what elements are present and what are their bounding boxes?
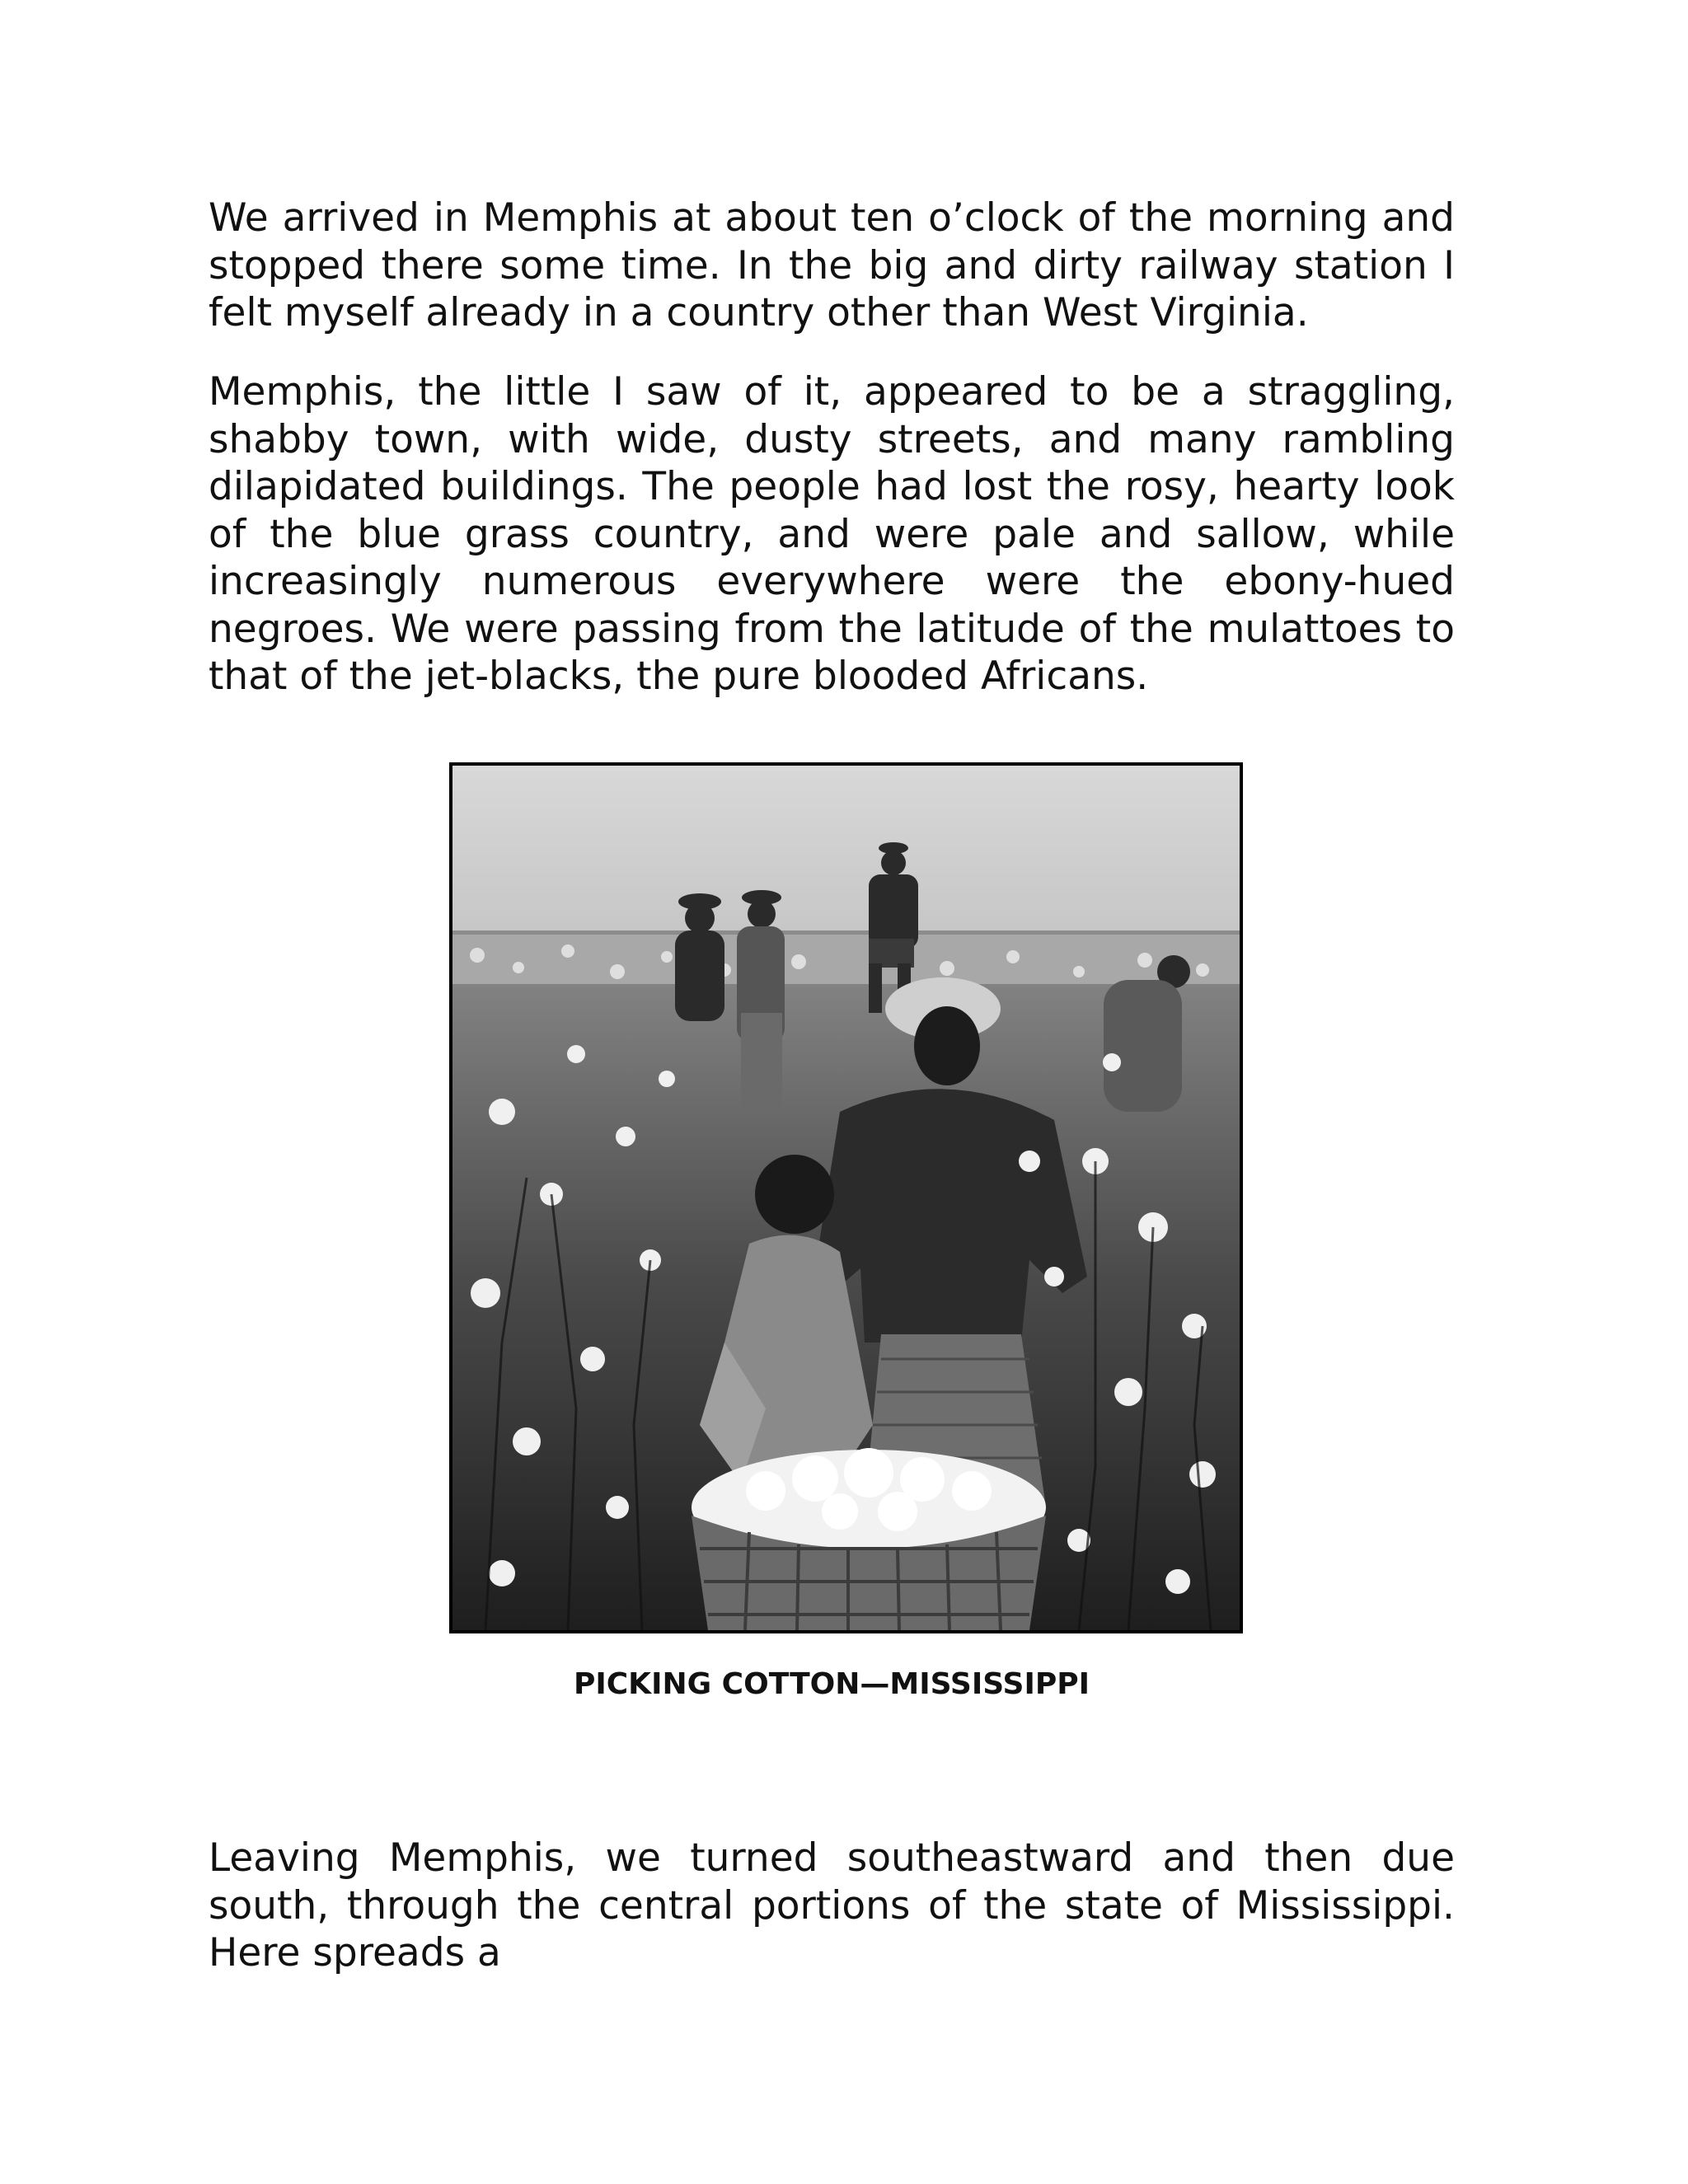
paragraph-leaving-memphis: Leaving Memphis, we turned southeastward and then due south, through the central portions of the state of Mississippi. Here spreads a xyxy=(209,1835,1455,1975)
photograph-illustration xyxy=(452,766,1240,1630)
figure-caption: PICKING COTTON—MISSISSIPPI xyxy=(573,1667,1090,1701)
paragraph-memphis-description: Memphis, the little I saw of it, appeared to be a straggling, shabby town, with wide, dusty streets, and many rambling dilapidated buildings. The people had lost the rosy, hearty look of the blue grass country, and were pale and sallow, while increasingly numerous everywhere were the ebony-hued negroes. We were passing from the latitude of the mulattoes to that of the jet-blacks, the pure blooded Africans. xyxy=(209,369,1455,699)
paragraph-memphis-arrival: We arrived in Memphis at about ten o’clock of the morning and stopped there some time. In the big and dirty railway station I felt myself already in a country other than West Virginia. xyxy=(209,195,1455,335)
cotton-picking-photograph xyxy=(449,762,1243,1633)
